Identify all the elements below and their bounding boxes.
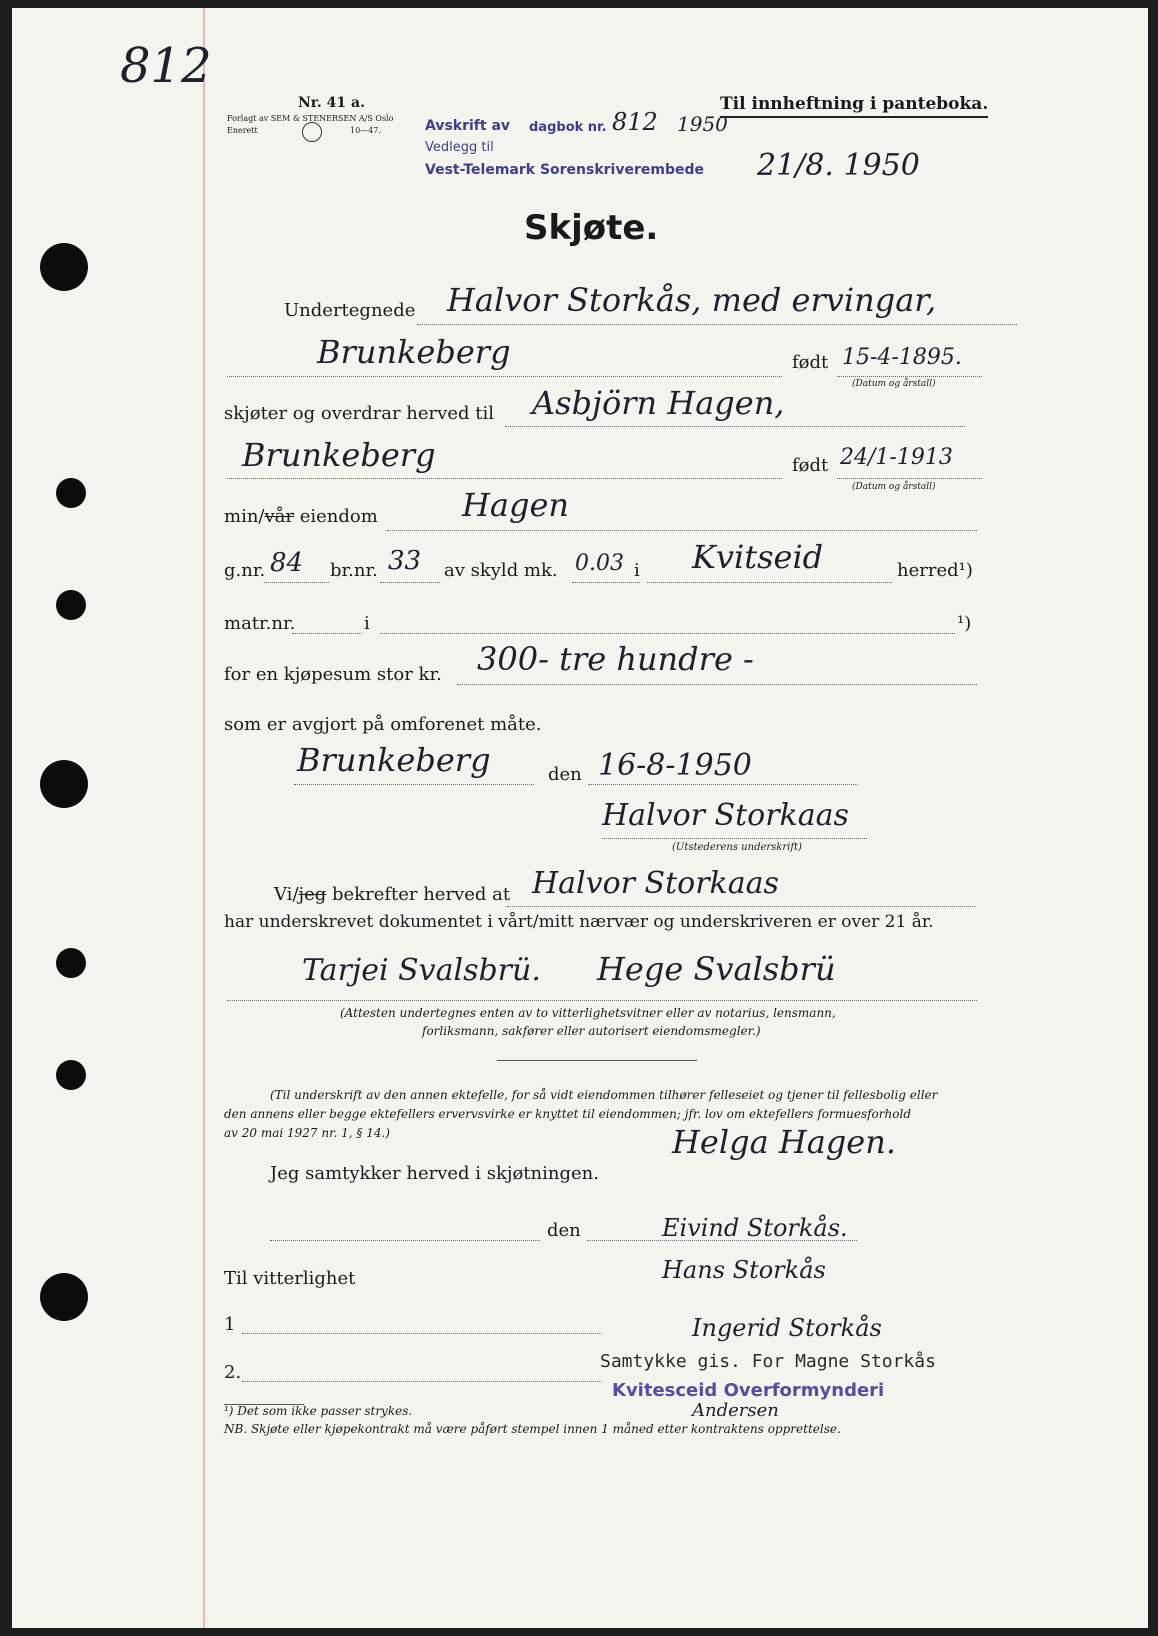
stamp-date: 21/8. 1950 — [757, 148, 920, 183]
spouse-note-2: den annens eller begge ektefellers ervervsvirke er knyttet til eiendommen; jfr. lov om ektefellers formuesforhold — [224, 1107, 911, 1121]
seller-fodt-label: født — [792, 352, 829, 373]
matr-place-line — [380, 633, 955, 634]
matr-note: ¹) — [957, 613, 972, 634]
seller-born-line — [837, 376, 982, 377]
transfer-label: skjøter og overdrar herved til — [224, 403, 494, 424]
skyld-value: 0.03 — [575, 551, 624, 576]
seller-signature: Halvor Storkaas — [602, 798, 849, 833]
witness-row-1-line — [242, 1333, 602, 1334]
sign-place-line — [294, 784, 534, 785]
eiendom-label-a: min/ — [224, 506, 265, 527]
document-page — [12, 8, 1148, 1628]
matr-line — [292, 633, 362, 634]
buyer-born: 24/1-1913 — [840, 445, 953, 470]
avgjort-text: som er avgjort på omforenet måte. — [224, 714, 542, 735]
matr-label: matr.nr. — [224, 613, 296, 634]
property-name: Hagen — [462, 486, 570, 524]
buyer-datum-hint: (Datum og årstall) — [852, 482, 936, 492]
gnr-label: g.nr. — [224, 560, 266, 581]
document-title: Skjøte. — [524, 208, 659, 248]
margin-rule — [203, 8, 205, 1628]
witness-row-1: 1 — [224, 1314, 236, 1335]
eiendom-label-strike: vår — [264, 506, 294, 527]
footnote-2: NB. Skjøte eller kjøpekontrakt må være påført stempel innen 1 måned etter kontraktens opprettelse. — [224, 1422, 841, 1436]
seller-name-line — [417, 324, 1017, 325]
sign-date-line — [588, 784, 858, 785]
stamp-line-2: Vedlegg til — [425, 140, 494, 155]
heir-signature-1: Eivind Storkås. — [662, 1214, 848, 1242]
witness-line — [227, 1000, 977, 1001]
page-number: 812 — [120, 38, 212, 94]
confirmed-name-line — [507, 906, 975, 907]
vitterlighet-label: Til vitterlighet — [224, 1268, 356, 1289]
witness-row-2-line — [242, 1381, 602, 1382]
property-line — [387, 530, 977, 531]
skyld-i-label: i — [634, 560, 640, 581]
buyer-born-line — [837, 478, 982, 479]
buyer-place: Brunkeberg — [242, 436, 436, 474]
guardian-stamp: Kvitesceid Overformynderi — [612, 1380, 885, 1401]
punch-hole-5 — [56, 948, 86, 978]
publisher-date: 10—47. — [350, 126, 381, 135]
spouse-note-1: (Til underskrift av den annen ektefelle, for så vidt eiendommen tilhører felleseiet og tjener til fellesbolig eller — [270, 1088, 938, 1102]
punch-hole-2 — [56, 478, 86, 508]
guardian-signature: Andersen — [692, 1400, 779, 1421]
spouse-note-3: av 20 mai 1927 nr. 1, § 14.) — [224, 1126, 390, 1140]
kjopesum-line — [457, 684, 977, 685]
buyer-name-line — [505, 426, 965, 427]
witness-row-2: 2. — [224, 1362, 242, 1383]
vi-label-strike: jeg — [298, 884, 327, 905]
form-number: Nr. 41 a. — [298, 95, 365, 111]
sign-date: 16-8-1950 — [598, 748, 752, 783]
den2-label: den — [547, 1220, 581, 1241]
gnr-line — [264, 582, 329, 583]
punch-hole-4 — [40, 760, 88, 808]
kjopesum-label: for en kjøpesum stor kr. — [224, 664, 442, 685]
seller-born: 15-4-1895. — [842, 345, 962, 370]
brnr-label: br.nr. — [330, 560, 378, 581]
skyld-label: av skyld mk. — [444, 560, 558, 581]
witness-2-signature: Hege Svalsbrü — [597, 950, 836, 988]
buyer-name: Asbjörn Hagen, — [532, 384, 785, 422]
den-label: den — [548, 764, 582, 785]
sign-place: Brunkeberg — [297, 741, 491, 779]
witness-1-signature: Tarjei Svalsbrü. — [302, 953, 541, 988]
signature-line — [602, 838, 867, 839]
herred-line — [647, 582, 892, 583]
consent-place-line — [270, 1240, 540, 1241]
gnr-value: 84 — [270, 548, 304, 578]
matr-i-label: i — [364, 613, 370, 634]
stamp-dagbok-value: 812 — [612, 108, 658, 136]
publisher-line: Forlagt av SEM & STENERSEN A/S Oslo — [227, 114, 394, 123]
punch-hole-1 — [40, 243, 88, 291]
spouse-signature: Helga Hagen. — [672, 1123, 896, 1161]
skyld-line — [572, 582, 640, 583]
stamp-year: 1950 — [677, 112, 728, 136]
brnr-value: 33 — [388, 546, 422, 576]
binding-note: Til innheftning i panteboka. — [720, 94, 988, 118]
eiendom-label — [224, 506, 378, 527]
confirmed-name: Halvor Storkaas — [532, 866, 779, 901]
punch-hole-7 — [40, 1273, 88, 1321]
herred-label: herred¹) — [897, 560, 973, 581]
footnote-1: ¹) Det som ikke passer strykes. — [224, 1404, 413, 1418]
stamp-dagbok-label: dagbok nr. — [529, 120, 607, 135]
undertegnede-label: Undertegnede — [284, 300, 416, 321]
attest-note-2: forliksmann, sakfører eller autorisert eiendomsmegler.) — [422, 1024, 761, 1038]
punch-hole-6 — [56, 1060, 86, 1090]
buyer-fodt-label: født — [792, 455, 829, 476]
herred-value: Kvitseid — [692, 538, 824, 576]
section-divider — [497, 1060, 697, 1061]
brnr-line — [380, 582, 440, 583]
utsteder-hint: (Utstederens underskrift) — [672, 842, 802, 853]
publisher-rights: Enerett — [227, 126, 258, 135]
confirm-text: har underskrevet dokumentet i vårt/mitt nærvær og underskriveren er over 21 år. — [224, 912, 934, 932]
consent-stamp: Samtykke gis. For Magne Storkås — [600, 1351, 936, 1372]
consent-text: Jeg samtykker herved i skjøtningen. — [270, 1163, 599, 1184]
seller-name: Halvor Storkås, med ervingar, — [447, 281, 937, 319]
stamp-line-1: Avskrift av — [425, 118, 511, 134]
attest-note-1: (Attesten undertegnes enten av to vitterlighetsvitner eller av notarius, lensmann, — [340, 1006, 836, 1020]
stamp-line-3: Vest-Telemark Sorenskriverembede — [425, 162, 705, 178]
buyer-place-line — [227, 478, 782, 479]
vi-label — [274, 884, 510, 905]
heir-signature-3: Ingerid Storkås — [692, 1314, 882, 1342]
vi-label-b: bekrefter herved at — [326, 884, 511, 905]
eiendom-label-b: eiendom — [294, 506, 378, 527]
seller-datum-hint: (Datum og årstall) — [852, 379, 936, 389]
seller-place: Brunkeberg — [317, 333, 511, 371]
publisher-logo-icon — [302, 122, 322, 142]
punch-hole-3 — [56, 590, 86, 620]
kjopesum-value: 300- tre hundre - — [477, 640, 754, 678]
seller-place-line — [227, 376, 782, 377]
heir-signature-2: Hans Storkås — [662, 1256, 826, 1284]
vi-label-a: Vi/ — [274, 884, 299, 905]
